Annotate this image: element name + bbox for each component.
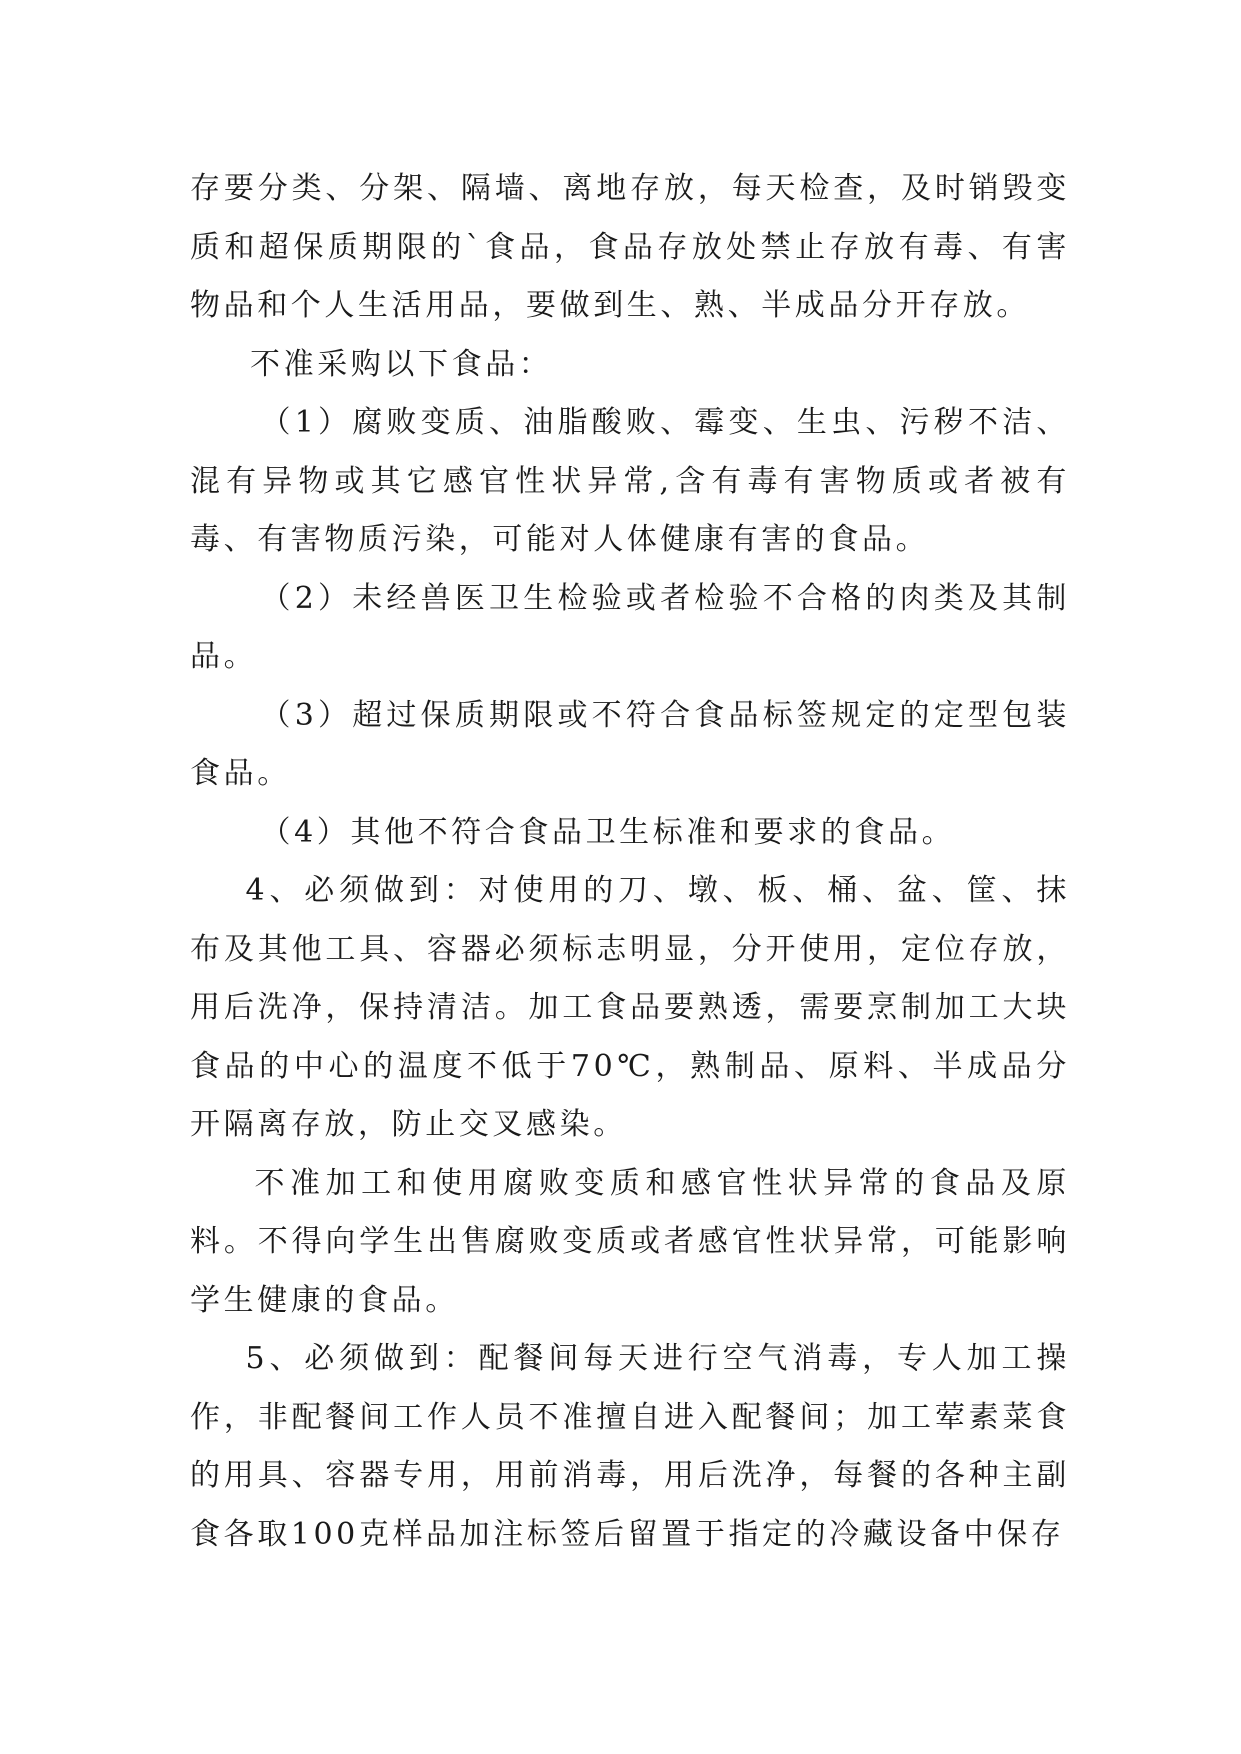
paragraph-item-1: （1）腐败变质、油脂酸败、霉变、生虫、污秽不洁、混有异物或其它感官性状异常,含有毒有害物质或者被有毒、有害物质污染，可能对人体健康有害的食品。 [190, 405, 1070, 557]
paragraph-processing-ban: 不准加工和使用腐败变质和感官性状异常的食品及原料。不得向学生出售腐败变质或者感官性状异常，可能影响学生健康的食品。 [190, 1165, 1070, 1318]
paragraph-storage: 存要分类、分架、隔墙、离地存放，每天检查，及时销毁变质和超保质期限的`食品，食品存放处禁止存放有毒、有害物品和个人生活用品，要做到生、熟、半成品分开存放。 [190, 171, 1070, 323]
paragraph-purchase-ban-heading: 不准采购以下食品： [250, 346, 553, 382]
paragraph-rule-5: 5、必须做到：配餐间每天进行空气消毒，专人加工操作，非配餐间工作人员不准擅自进入配餐间；加工荤素菜食的用具、容器专用，用前消毒，用后洗净，每餐的各种主副食各取100克样品加注标签后留置于指定的冷藏设备中保存 [190, 1341, 1070, 1552]
body-text [190, 160, 1070, 1564]
paragraph-item-3: （3）超过保质期限或不符合食品标签规定的定型包装食品。 [190, 697, 1070, 791]
paragraph-item-4: （4）其他不符合食品卫生标准和要求的食品。 [260, 814, 956, 850]
paragraph-rule-4: 4、必须做到：对使用的刀、墩、板、桶、盆、筐、抹布及其他工具、容器必须标志明显，分开使用，定位存放，用后洗净，保持清洁。加工食品要熟透，需要烹制加工大块食品的中心的温度不低于70℃，熟制品、原料、半成品分开隔离存放，防止交叉感染。 [190, 873, 1070, 1142]
paragraph-item-2: （2）未经兽医卫生检验或者检验不合格的肉类及其制品。 [190, 580, 1070, 674]
